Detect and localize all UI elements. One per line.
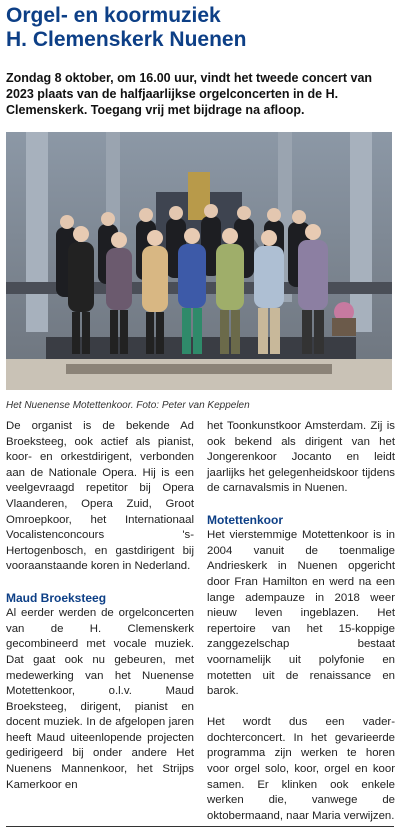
- left-column: [6, 419, 194, 793]
- heading-maud-broeksteeg: Maud Broeksteeg: [6, 590, 107, 605]
- choir-photo: [6, 132, 392, 390]
- headline: [6, 4, 396, 52]
- paragraph-concert: Het wordt dus een vader-dochterconcert. In het gevarieerde programma zijn werken te horen voor orgel solo, koor, orgel en koor samen. Er klinken ook enkele werken die, vanwege de oktobermaand, naar Maria verwijzen.: [207, 716, 395, 822]
- photo-caption: Het Nuenense Motettenkoor. Foto: Peter van Keppelen: [6, 400, 250, 411]
- paragraph-organist: De organist is de bekende Ad Broeksteeg, ook actief als pianist, koor- en orkestdirigent, verbonden aan de Nationale Opera. Hij is een veelgevraagd repetitor bij Opera Vlaanderen, Opera Zuid, Groot Omroepkoor, het Internationaal Vocalistenconcours 's-Hertogenbosch, en gastdirigent bij vooraanstaande koren in Nederland.: [6, 420, 194, 573]
- headline-line-2: H. Clemenskerk Nuenen: [6, 28, 247, 51]
- choir-photo-illustration: [6, 132, 392, 390]
- heading-motettenkoor: Motettenkoor: [207, 512, 283, 527]
- headline-line-1: Orgel- en koormuziek: [6, 4, 221, 27]
- paragraph-motettenkoor: Het vierstemmige Motettenkoor is in 2004 vanuit de toenmalige Andrieskerk in Nuenen opgericht door Fran Hamilton en werd na een lange adempauze in 2018 weer nieuw leven ingeblazen. Het repertoire van het 15-koppige zanggezelschap bestaat voornamelijk uit polyfonie en motetten uit de renaissance en barok.: [207, 529, 395, 698]
- bottom-rule: [6, 826, 394, 827]
- paragraph-maud: Al eerder werden de orgelconcerten van de H. Clemenskerk gecombineerd met vocale muziek. Dat gaat ook nu gebeuren, met medewerking van het Nuenense Motettenkoor, o.l.v. Maud Broeksteeg, dirigent, pianist en docent muziek. In de afgelopen jaren heeft Maud uiteenlopende projecten gedirigeerd bij onder andere Het Nuenens Mannenkoor, het Strijps Kamerkoor en: [6, 607, 194, 791]
- intro-paragraph: Zondag 8 oktober, om 16.00 uur, vindt het tweede concert van 2023 plaats van de halfjaarlijkse orgelconcerten in de H. Clemenskerk. Toegang vrij met bijdrage na afloop.: [6, 71, 373, 117]
- right-column: [207, 419, 395, 824]
- paragraph-continuation: het Toonkunstkoor Amsterdam. Zij is ook bekend als dirigent van het Jongerenkoor Jocanto en leidt jaarlijks het gelegenheidskoor tijdens de carnavalsmis in Nuenen.: [207, 420, 395, 495]
